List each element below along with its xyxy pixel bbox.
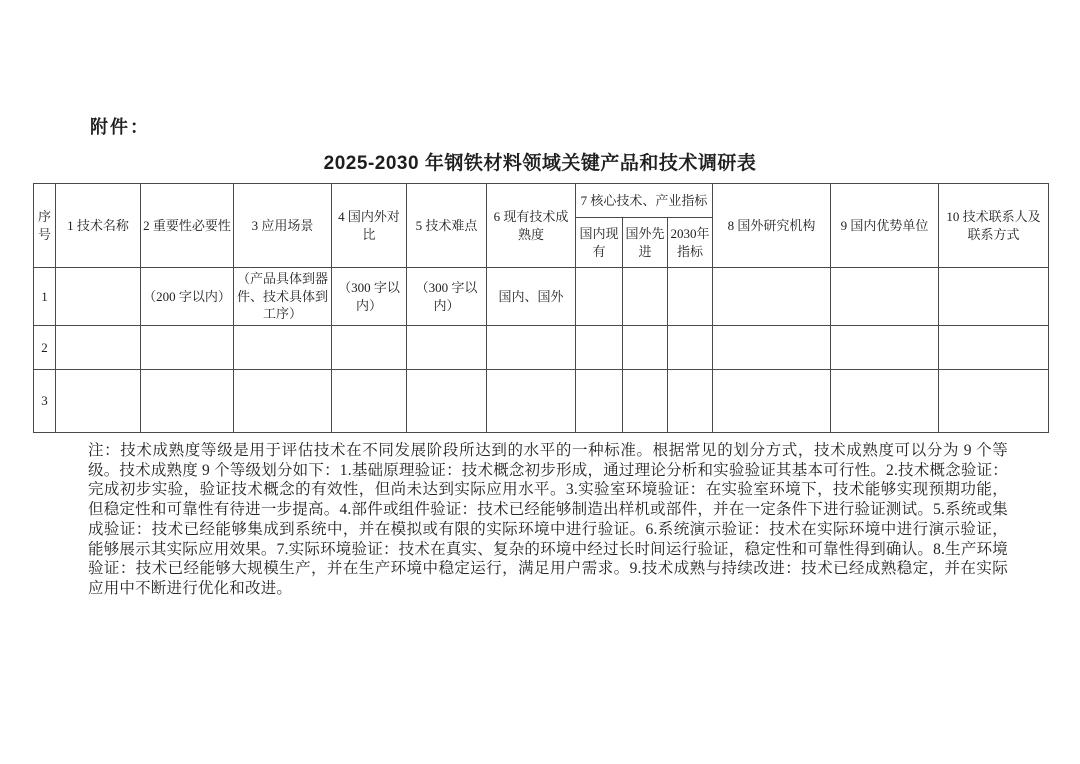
cell-foreign-advanced bbox=[623, 326, 668, 370]
cell-importance bbox=[141, 370, 234, 433]
cell-maturity bbox=[487, 326, 576, 370]
attachment-label: 附件： bbox=[90, 117, 150, 137]
cell-comparison bbox=[332, 370, 407, 433]
cell-domestic-current bbox=[576, 268, 623, 326]
cell-target-2030 bbox=[668, 370, 713, 433]
col-header-core-indicators: 7 核心技术、产业指标 bbox=[576, 184, 713, 218]
cell-tech-name bbox=[56, 370, 141, 433]
col-header-domestic-current: 国内现有 bbox=[576, 218, 623, 268]
cell-application: （产品具体到器件、技术具体到工序） bbox=[234, 268, 332, 326]
cell-serial: 2 bbox=[34, 326, 56, 370]
cell-target-2030 bbox=[668, 268, 713, 326]
cell-domestic-units bbox=[831, 370, 939, 433]
col-header-contact: 10 技术联系人及联系方式 bbox=[939, 184, 1049, 268]
col-header-target-2030: 2030年指标 bbox=[668, 218, 713, 268]
cell-maturity bbox=[487, 370, 576, 433]
table-row bbox=[34, 370, 1049, 433]
col-header-foreign-institutions: 8 国外研究机构 bbox=[713, 184, 831, 268]
cell-foreign-advanced bbox=[623, 268, 668, 326]
col-header-comparison: 4 国内外对比 bbox=[332, 184, 407, 268]
cell-foreign-institutions bbox=[713, 326, 831, 370]
cell-difficulty bbox=[407, 326, 487, 370]
col-header-application: 3 应用场景 bbox=[234, 184, 332, 268]
cell-domestic-units bbox=[831, 268, 939, 326]
page-title: 2025-2030 年钢铁材料领域关键产品和技术调研表 bbox=[323, 153, 757, 174]
col-header-maturity: 6 现有技术成熟度 bbox=[487, 184, 576, 268]
cell-application bbox=[234, 370, 332, 433]
survey-table bbox=[33, 183, 1049, 433]
cell-foreign-institutions bbox=[713, 370, 831, 433]
col-header-importance: 2 重要性必要性 bbox=[141, 184, 234, 268]
col-header-domestic-units: 9 国内优势单位 bbox=[831, 184, 939, 268]
cell-maturity: 国内、国外 bbox=[487, 268, 576, 326]
cell-difficulty bbox=[407, 370, 487, 433]
cell-target-2030 bbox=[668, 326, 713, 370]
table-row bbox=[34, 326, 1049, 370]
cell-serial: 1 bbox=[34, 268, 56, 326]
cell-serial: 3 bbox=[34, 370, 56, 433]
col-header-tech-name: 1 技术名称 bbox=[56, 184, 141, 268]
cell-comparison bbox=[332, 326, 407, 370]
cell-foreign-advanced bbox=[623, 370, 668, 433]
cell-difficulty: （300 字以内） bbox=[407, 268, 487, 326]
cell-tech-name bbox=[56, 326, 141, 370]
cell-domestic-units bbox=[831, 326, 939, 370]
table-header-row-top bbox=[34, 184, 1049, 218]
cell-domestic-current bbox=[576, 370, 623, 433]
cell-comparison: （300 字以内） bbox=[332, 268, 407, 326]
cell-application bbox=[234, 326, 332, 370]
col-header-serial: 序号 bbox=[34, 184, 56, 268]
note-paragraph: 注：技术成熟度等级是用于评估技术在不同发展阶段所达到的水平的一种标准。根据常见的划分方式，技术成熟度可以分为 9 个等级。技术成熟度 9 个等级划分如下：1.基础原理验证：技术概念初步形成，通过理论分析和实验验证其基本可行性。2.技术概念验证：完成初步实验，验证技术概念的有效性，但尚未达到实际应用水平。3.实验室环境验证：在实验室环境下，技术能够实现预期功能，但稳定性和可靠性有待进一步提高。4.部件或组件验证：技术已经能够制造出样机或部件，并在一定条件下进行验证测试。5.系统或集成验证：技术已经能够集成到系统中，并在模拟或有限的实际环境中进行验证。6.系统演示验证：技术在实际环境中进行演示验证，能够展示其实际应用效果。7.实际环境验证：技术在真实、复杂的环境中经过长时间运行验证，稳定性和可靠性得到确认。8.生产环境验证：技术已经能够大规模生产，并在生产环境中稳定运行，满足用户需求。9.技术成熟与持续改进：技术已经成熟稳定，并在实际应用中不断进行优化和改进。 bbox=[88, 442, 1008, 597]
col-header-difficulty: 5 技术难点 bbox=[407, 184, 487, 268]
cell-contact bbox=[939, 268, 1049, 326]
cell-foreign-institutions bbox=[713, 268, 831, 326]
col-header-foreign-advanced: 国外先进 bbox=[623, 218, 668, 268]
cell-tech-name bbox=[56, 268, 141, 326]
table-row bbox=[34, 268, 1049, 326]
cell-contact bbox=[939, 370, 1049, 433]
cell-contact bbox=[939, 326, 1049, 370]
cell-domestic-current bbox=[576, 326, 623, 370]
cell-importance: （200 字以内） bbox=[141, 268, 234, 326]
cell-importance bbox=[141, 326, 234, 370]
